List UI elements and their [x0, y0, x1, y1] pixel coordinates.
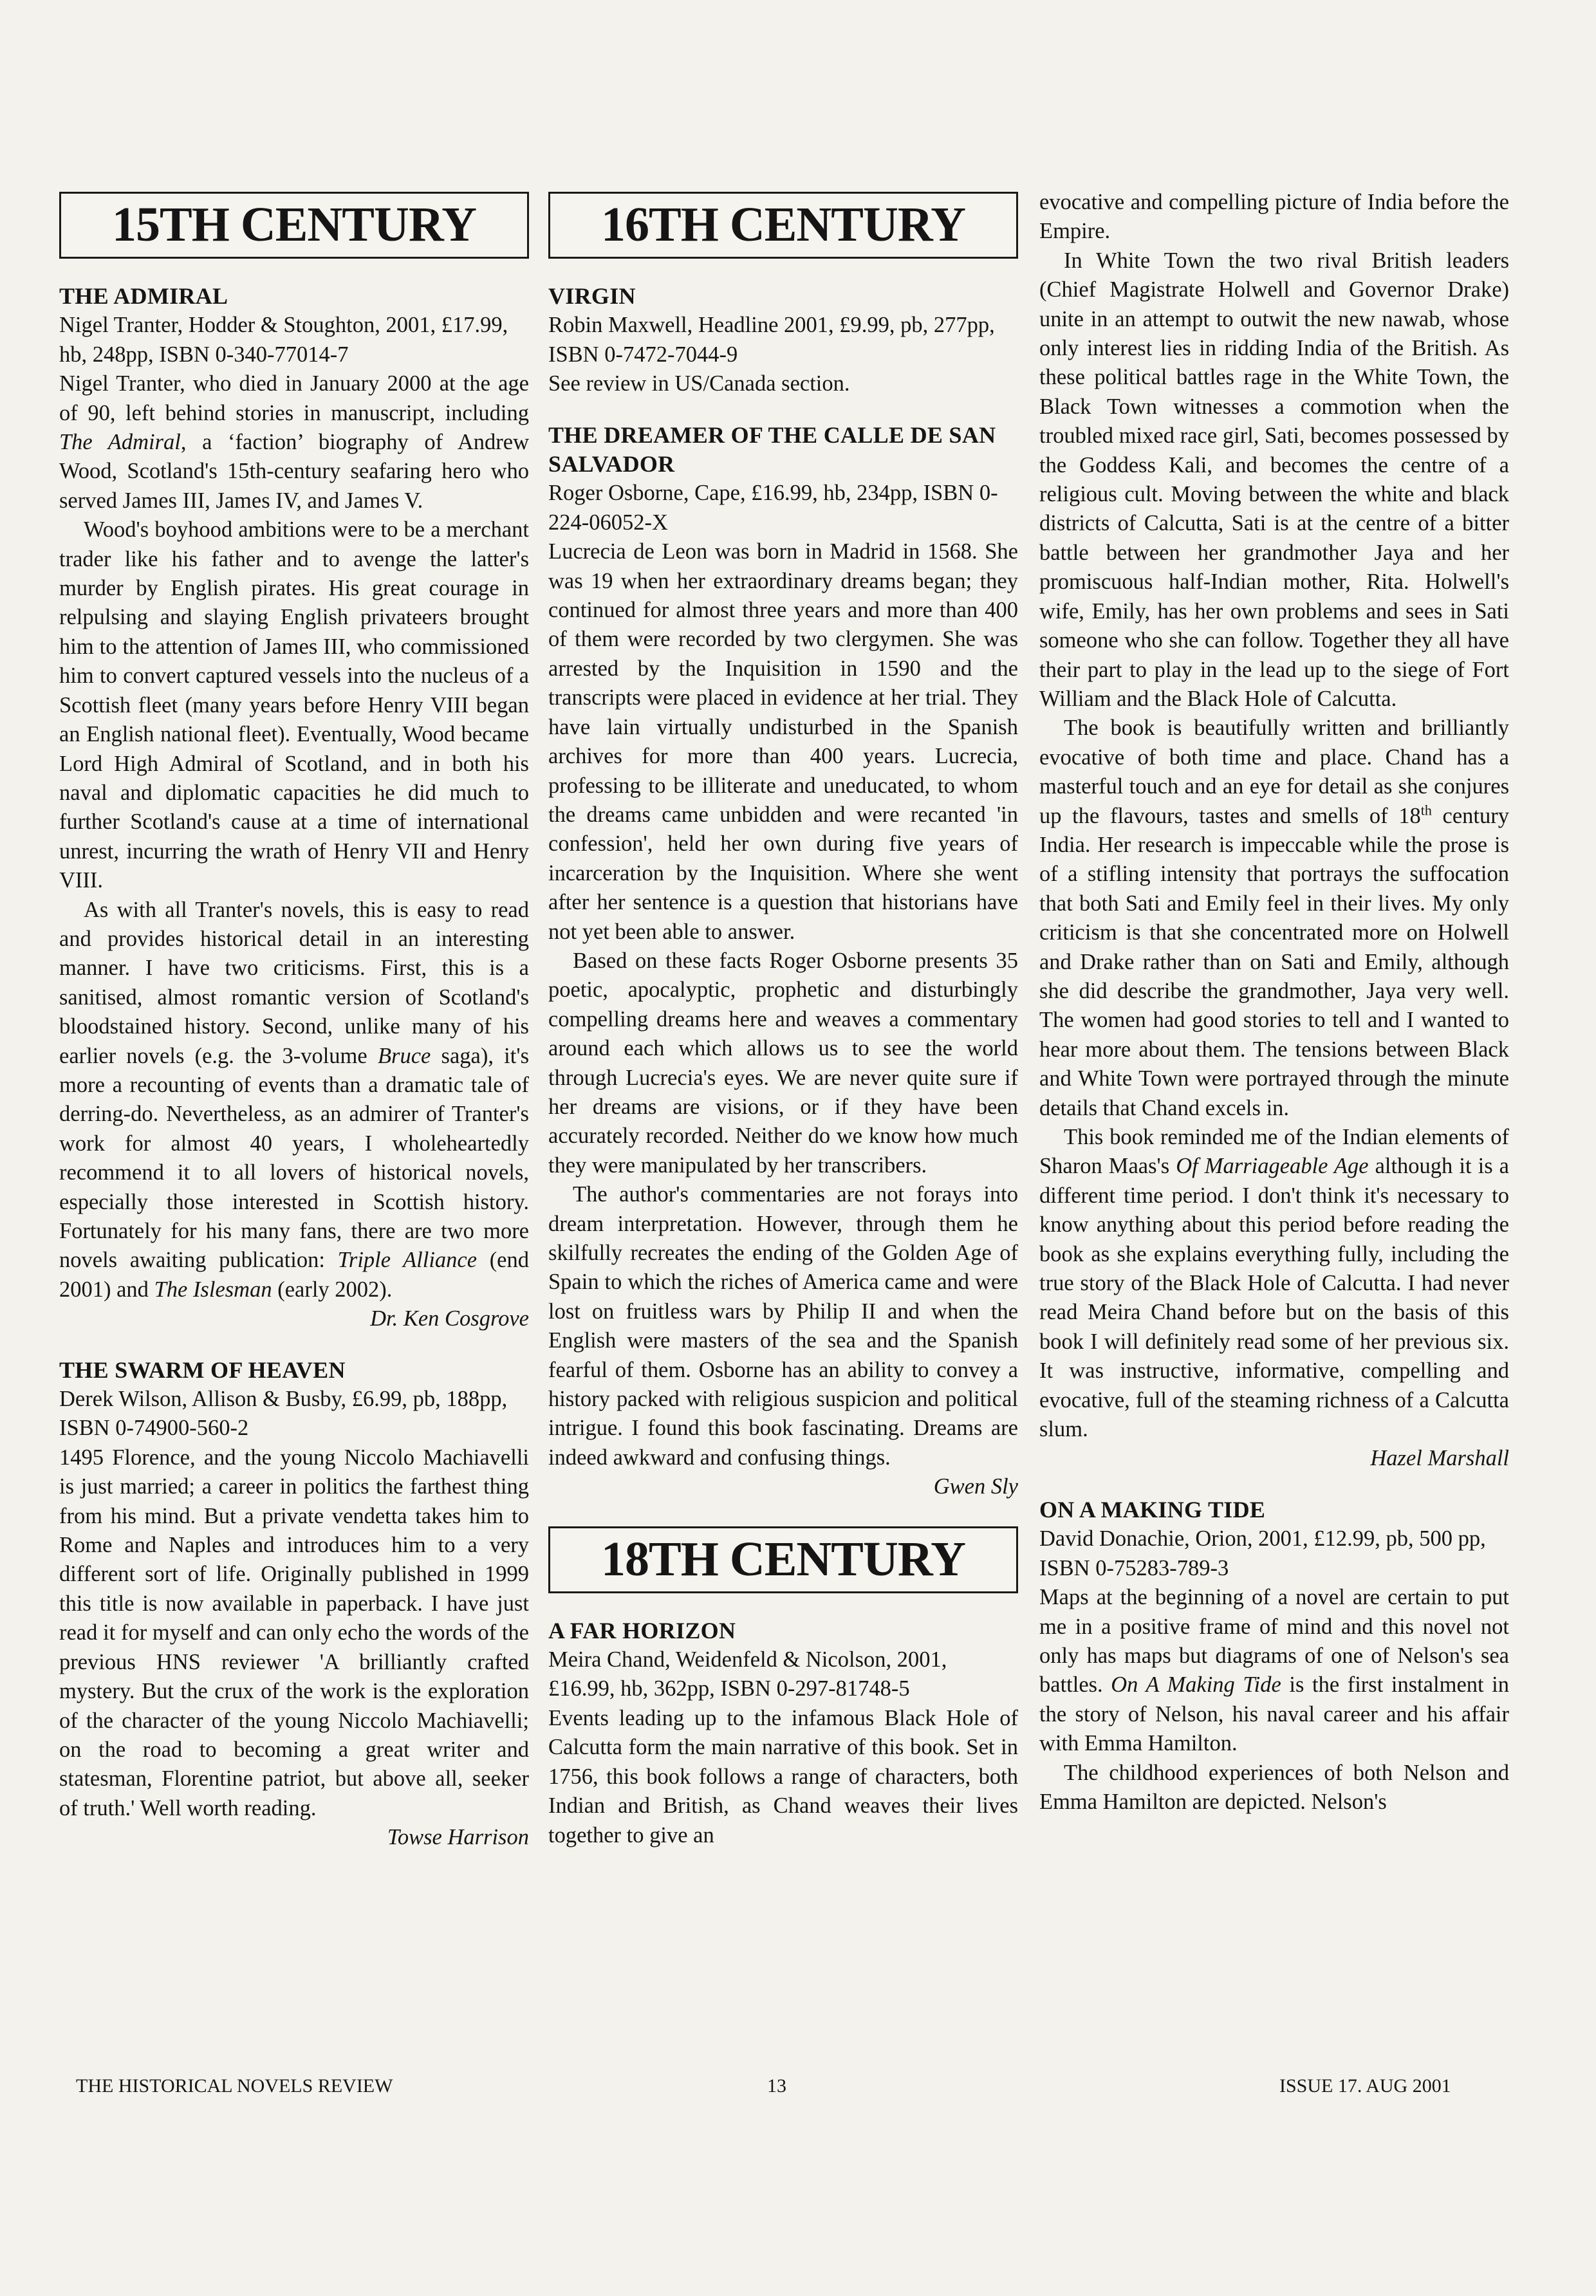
review-paragraph: 1495 Florence, and the young Niccolo Machiavelli is just married; a career in politics the farthest thing from his mind. But a private vendetta takes him to Rome and Naples and introduces him to a very different sort of life. Originally published in 1999 this title is now available in paperback. I have just read it for myself and can only echo the words of the previous HNS reviewer 'A brilliantly crafted mystery. But the crux of the work is the exploration of the character of the young Niccolo Machiavelli; on the road to becoming a great writer and statesman, Florentine patriot, but above all, seeker of truth.' Well worth reading. — [59, 1445, 529, 1820]
review-paragraph: The author's commentaries are not forays into dream interpretation. However, through them he skilfully recreates the ending of the Golden Age of Spain to which the riches of America came and were lost on fruitless wars by Philip II and when the English were masters of the sea and the Spanish fearful of them. Osborne has an ability to convey a history packed with religious suspicion and political intrigue. I found this book fascinating. Dreams are indeed awkward and confusing things. — [548, 1182, 1018, 1470]
footer-publication-name: THE HISTORICAL NOVELS REVIEW — [76, 2075, 393, 2097]
review-title: VIRGIN — [548, 283, 636, 309]
review-paragraph: As with all Tranter's novels, this is easy to read and provides historical detail in an interesting manner. I have two criticisms. First, this is a sanitised, almost romantic version of Scotland's bloodstained history. Second, unlike many of his earlier novels (e.g. the 3-volume Bruce saga), it's more a recounting of events than a dramatic tale of derring-do. Nevertheless, as an admirer of Tranter's work for almost 40 years, I wholeheartedly recommend it to all lovers of historical novels, especially those interested in Scottish history. Fortunately for his many fans, there are two more novels awaiting publication: Triple Alliance (end 2001) and The Islesman (early 2002). — [59, 897, 529, 1302]
review-title: ON A MAKING TIDE — [1039, 1496, 1266, 1523]
review-title: A FAR HORIZON — [548, 1617, 736, 1643]
review-paragraph: Maps at the beginning of a novel are certain to put me in a positive frame of mind and this novel not only has maps but diagrams of one of Nelson's sea battles. On A Making Tide is the first instalment in the story of Nelson, his naval career and his affair with Emma Hamilton. — [1039, 1585, 1509, 1756]
reviewer-name: Dr. Ken Cosgrove — [370, 1306, 529, 1331]
review-paragraph: The childhood experiences of both Nelson and Emma Hamilton are depicted. Nelson's — [1039, 1760, 1509, 1814]
review-details: Derek Wilson, Allison & Busby, £6.99, pb, 188pp, ISBN 0-74900-560-2 — [59, 1387, 508, 1441]
review-paragraph: Lucrecia de Leon was born in Madrid in 1568. She was 19 when her extraordinary dreams began; they continued for almost three years and more than 400 of them were recorded by two clergymen. She was arrested by the Inquisition in 1590 and the transcripts were placed in evidence at her trial. They have lain virtually undisturbed in the Spanish archives for more than 400 years. Lucrecia, professing to be illiterate and uneducated, to whom the dreams came unbidden and were recanted 'in confession', held her own during five years of incarceration by the Inquisition. Where she went after her sentence is a question that historians have not yet been able to answer. — [548, 539, 1018, 944]
review-title: THE SWARM OF HEAVEN — [59, 1356, 346, 1383]
review-details: Meira Chand, Weidenfeld & Nicolson, 2001, £16.99, hb, 362pp, ISBN 0-297-81748-5 — [548, 1647, 947, 1701]
column-left — [59, 192, 529, 1853]
footer-page-number: 13 — [767, 2075, 786, 2097]
footer-issue: ISSUE 17. AUG 2001 — [1279, 2075, 1451, 2097]
review-paragraph: Based on these facts Roger Osborne presents 35 poetic, apocalyptic, prophetic and disturbingly compelling dreams here and weaves a commentary around each which allows us to see the world through Lucrecia's eyes. We are never quite sure if her dreams are visions, or if they have been accurately recorded. Neither do we know how much they were manipulated by her transcribers. — [548, 948, 1018, 1178]
section-banner-18th-century: 18TH CENTURY — [548, 1526, 1018, 1593]
review-details: Robin Maxwell, Headline 2001, £9.99, pb, 277pp, ISBN 0-7472-7044-9 — [548, 313, 995, 367]
section-banner-15th-century: 15TH CENTURY — [59, 192, 529, 259]
review-paragraph-continued: evocative and compelling picture of India before the Empire. — [1039, 190, 1509, 244]
review-details: Nigel Tranter, Hodder & Stoughton, 2001, £17.99, hb, 248pp, ISBN 0-340-77014-7 — [59, 313, 508, 367]
review-paragraph: Events leading up to the infamous Black Hole of Calcutta form the main narrative of this book. Set in 1756, this book follows a range of characters, both Indian and British, as Chand weaves their lives together to give an — [548, 1705, 1018, 1847]
review-details: David Donachie, Orion, 2001, £12.99, pb, 500 pp, ISBN 0-75283-789-3 — [1039, 1526, 1486, 1580]
review-paragraph: In White Town the two rival British leaders (Chief Magistrate Holwell and Governor Drake) unite in an attempt to outwit the new nawab, whose only interest lies in ridding India of the British. As these political battles rage in the White Town, the Black Town witnesses a commotion when the troubled mixed race girl, Sati, becomes possessed by the Goddess Kali, and becomes the centre of a religious cult. Moving between the white and black districts of Calcutta, Sati is at the centre of a bitter battle between her grandmother Jaya and her promiscuous half-Indian mother, Rita. Holwell's wife, Emily, has her own problems and sees in Sati someone who she can follow. Together they all have their part to play in the lead up to the siege of Fort William and the Black Hole of Calcutta. — [1039, 248, 1509, 711]
reviewer-name: Gwen Sly — [933, 1474, 1018, 1499]
review-paragraph: The book is beautifully written and brilliantly evocative of both time and place. Chand has a masterful touch and an eye for detail as she conjures up the flavours, tastes and smells of 18th century India. Her research is impeccable while the prose is of a stifling intensity that portrays the suffocation that both Sati and Emily feel in their lives. My only criticism is that she concentrated more on Holwell and Drake rather than on Sati and Emily, although she did describe the grandmother, Jaya very well. The women had good stories to tell and I wanted to hear more about them. The tensions between Black and White Town were portrayed through the minute details that Chand excels in. — [1039, 716, 1509, 1120]
column-middle — [548, 192, 1018, 1850]
reviewer-name: Towse Harrison — [387, 1825, 529, 1850]
reviewer-name: Hazel Marshall — [1370, 1446, 1509, 1471]
review-paragraph: This book reminded me of the Indian elements of Sharon Maas's Of Marriageable Age although it is a different time period. I don't think it's necessary to know anything about this period before reading the book as she explains everything fully, including the true story of the Black Hole of Calcutta. I had never read Meira Chand before but on the basis of this book I will definitely read some of her previous six. It was instructive, informative, compelling and evocative, full of the steaming richness of a Calcutta slum. — [1039, 1125, 1509, 1442]
review-details: Roger Osborne, Cape, £16.99, hb, 234pp, ISBN 0-224-06052-X — [548, 481, 998, 535]
review-note: See review in US/Canada section. — [548, 371, 850, 396]
review-paragraph: Wood's boyhood ambitions were to be a merchant trader like his father and to avenge the latter's murder by English pirates. His great courage in relpulsing and slaying English privateers brought him to the attention of James III, who commissioned him to convert captured vessels into the nucleus of a Scottish fleet (many years before Henry VIII began an English national fleet). Eventually, Wood became Lord High Admiral of Scotland, and in both his naval and diplomatic capacities he did much to further Scotland's cause at a time of international unrest, incurring the wrath of Henry VII and Henry VIII. — [59, 517, 529, 893]
section-banner-16th-century: 16TH CENTURY — [548, 192, 1018, 259]
review-title: THE ADMIRAL — [59, 283, 228, 309]
column-right — [1039, 188, 1509, 1817]
review-paragraph: Nigel Tranter, who died in January 2000 at the age of 90, left behind stories in manuscript, including The Admiral, a ‘faction’ biography of Andrew Wood, Scotland's 15th-century seafaring hero who served James III, James IV, and James V. — [59, 371, 529, 513]
review-title: THE DREAMER OF THE CALLE DE SAN SALVADOR — [548, 421, 996, 477]
